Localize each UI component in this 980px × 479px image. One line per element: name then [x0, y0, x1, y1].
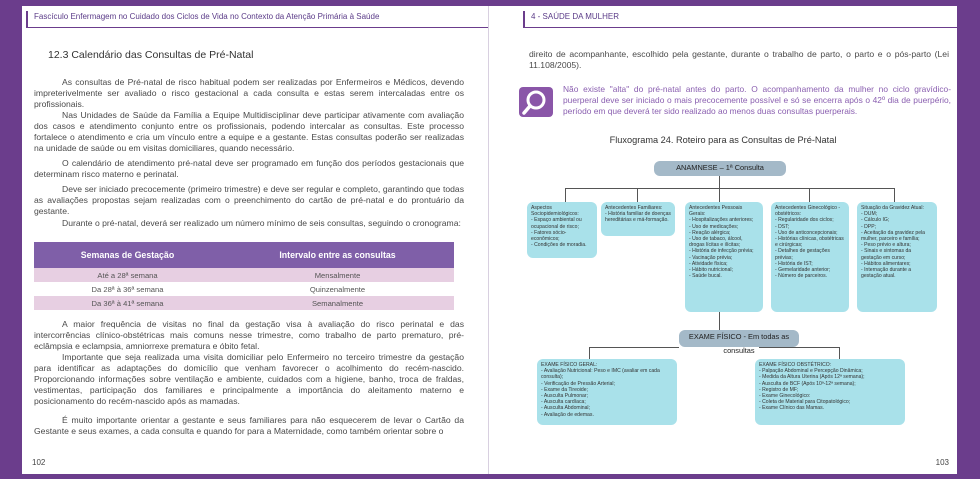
- connector: [809, 188, 810, 202]
- table-row: Da 36ª à 41ª semana Semanalmente: [34, 296, 454, 310]
- table-header: Intervalo entre as consultas: [221, 242, 454, 268]
- table-row: Até a 28ª semana Mensalmente: [34, 268, 454, 282]
- paragraph: Durante o pré-natal, deverá ser realizado um número mínimo de seis consultas, seguindo o cronograma:: [62, 218, 461, 228]
- flow-box-sociodemographic: Aspectos Sociopidemiológicos: - Espaço ambiental ou ocupacional de risco; - Fatores sócio-econômicos; - Condições de moradia.: [527, 202, 597, 258]
- connector: [637, 188, 638, 202]
- paragraph: O calendário de atendimento pré-natal deve ser programado em função dos períodos gestacionais que determinam risco materno e perinatal.: [34, 158, 464, 179]
- connector: [565, 188, 894, 189]
- paragraph: Importante que seja realizada uma visita domiciliar pelo Enfermeiro no terceiro trimestre da gestação para identificar as adaptações do domicílio que venham favorecer o acolhimento do recém-nascido. Proporcionando informações sobre ventilação e ambiente, cuidados com a higiene, banho, troca de fraldas, vestimentas, participação dos familiares e principalmente a importância do aleitamento materno e posicionamento do recém-nascido após as mamadas.: [34, 352, 464, 406]
- right-header: 4 - SAÚDE DA MULHER: [531, 12, 620, 21]
- flow-box-family-history: Antecedentes Familiares: - História familiar de doenças hereditárias e má-formação.: [601, 202, 675, 236]
- connector: [759, 347, 839, 348]
- magnifier-icon: [519, 87, 553, 117]
- paragraph: Deve ser iniciado precocemente (primeiro trimestre) e deve ser regular e completo, garantindo que todas as avaliações propostas sejam realizadas com o preenchimento do cartão de pré-natal e do prontuário da gestante.: [34, 184, 464, 216]
- connector: [589, 347, 590, 359]
- consultation-schedule-table: [34, 242, 454, 310]
- connector: [719, 188, 720, 202]
- left-header: Fascículo Enfermagem no Cuidado dos Ciclos de Vida no Contexto da Atenção Primária à Saúde: [34, 12, 380, 21]
- flowchart-title: Fluxograma 24. Roteiro para as Consultas de Pré-Natal: [609, 135, 837, 145]
- flow-box-personal-history: Antecedentes Pessoais Gerais: - Hospitalizações anteriores; - Uso de medicações; - Reação alérgica; - Uso de tabaco, álcool, drogas lícitas e ilícitas; - História de infecção prévia; - Vacinação prévia; - Atividade física; - Hábito nutricional; - Saúde bucal.: [685, 202, 763, 312]
- paragraph: É muito importante orientar a gestante e seus familiares para não esquecerem de levar o Cartão da Gestante e seus exames, a cada consulta e quando for para a Maternidade, como também orientar sobre o: [34, 415, 464, 436]
- anamnese-box: ANAMNESE – 1ª Consulta: [654, 161, 786, 176]
- connector: [719, 312, 720, 330]
- section-title: 12.3 Calendário das Consultas de Pré-Natal: [48, 49, 254, 61]
- paragraph: As consultas de Pré-natal de risco habitual podem ser realizadas por Enfermeiros e Médicos, devendo impreterivelmente ser avaliado o risco gestacional a cada consulta e estas serem intercaladas entre os profissionais.: [34, 77, 464, 109]
- flow-box-current-pregnancy: Situação da Gravidez Atual: - DUM; - Cálculo IG; - DPP; - Aceitação da gravidez pela mulher, parceiro e família; - Peso prévio e altura; - Sinais e sintomas da gestação em curso; - Hábitos alimentares; - Internação durante a gestação atual.: [857, 202, 937, 312]
- physical-exam-box: EXAME FÍSICO - Em todas as consultas: [679, 330, 799, 347]
- connector: [839, 347, 840, 359]
- flow-box-obstetric-exam: EXAME FÍSICO OBSTÉTRICO: - Palpação Abdominal e Percepção Dinâmica; - Medida da Altura Uterina (Após 12ª semana); - Ausculta de BCF (Após 10ª-12ª semana); - Registro de MF; - Exame Ginecológico: - Coleta de Material para Citopatológico; - Exame Clínico das Mamas.: [755, 359, 905, 425]
- page-number: 103: [935, 458, 949, 467]
- table-header: Semanas de Gestação: [34, 242, 221, 268]
- header-mark: [26, 11, 28, 28]
- attention-note: Não existe "alta" do pré-natal antes do parto. O acompanhamento da mulher no ciclo gravídico-puerperal deve ser iniciado o mais precocemente possível e só se encerra após o 42º dia de puerpério, período em que deverá ter sido realizado ao menos duas consultas puerperais.: [563, 84, 951, 116]
- table-row: Da 28ª à 36ª semana Quinzenalmente: [34, 282, 454, 296]
- connector: [719, 176, 720, 188]
- left-page: [22, 6, 488, 474]
- paragraph: Nas Unidades de Saúde da Família a Equipe Multidisciplinar deve participar ativamente com avaliação dos casos e atendimento conjunto entre os profissionais, podendo intercalar as consultas. Este processo fortalece o atendimento e cria um vínculo entre a equipe e a gestante. Estas consultas poderão ser realizadas na unidade de saúde ou em visitas domiciliares, quando necessário.: [34, 110, 464, 153]
- note-badge: [519, 87, 553, 117]
- paragraph: direito de acompanhante, escolhido pela gestante, durante o trabalho de parto, o parto e o pós-parto (Lei 11.108/2005).: [529, 49, 949, 70]
- right-page: [489, 6, 957, 474]
- page-number: 102: [32, 458, 46, 467]
- connector: [589, 347, 679, 348]
- header-rule: [523, 27, 957, 28]
- header-mark: [523, 11, 525, 28]
- flow-box-gynecological-history: Antecedentes Ginecológico - obstétricos: - Regularidade dos ciclos; - DST; - Uso de anticoncepcionais; - Histórias clínicas, obstétricas e cirúrgicas; - Detalhes de gestações prévias; - História de IST; - Gemelaridade anterior; - Número de parceiros.: [771, 202, 849, 312]
- paragraph: A maior frequência de visitas no final da gestação visa à avaliação do risco perinatal e das intercorrências clínico-obstétricas mais comuns nesse trimestre, como trabalho de parto prematuro, pré-eclâmpsia e eclampsia, amniorrexe prematura e óbito fetal.: [34, 319, 464, 351]
- connector: [894, 188, 895, 202]
- header-rule: [26, 27, 488, 28]
- connector: [565, 188, 566, 202]
- flow-box-general-exam: EXAME FÍSICO GERAL: - Avaliação Nutricional: Peso e IMC (avaliar em cada consulta); - Verificação de Pressão Arterial; - Exame da Tireoide; - Ausculta Pulmonar; - Ausculta cardíaca; - Ausculta Abdominal; - Avaliação de edemas.: [537, 359, 677, 425]
